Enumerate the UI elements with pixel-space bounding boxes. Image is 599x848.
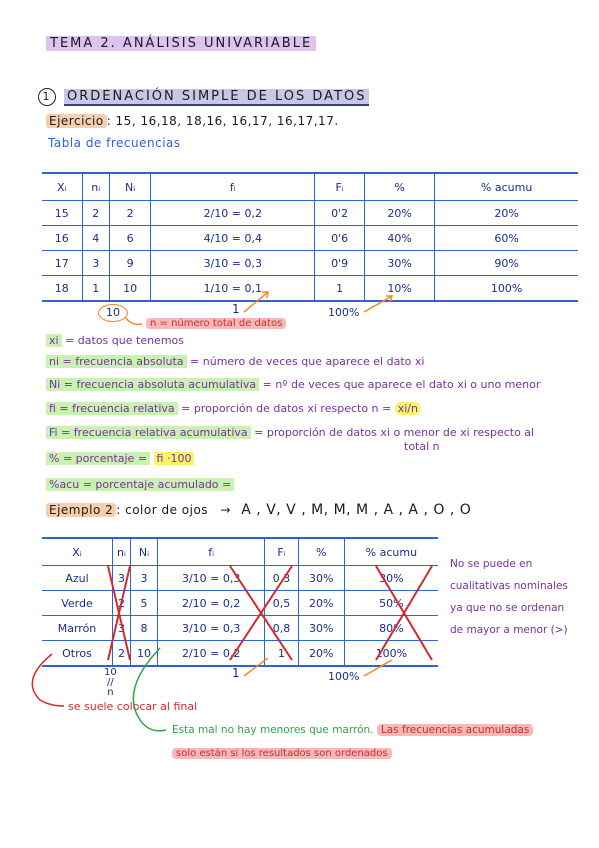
table-cell: 1 bbox=[82, 276, 109, 302]
total-n: 10 bbox=[98, 304, 128, 322]
table-row bbox=[42, 641, 438, 667]
table-cell: 80% bbox=[344, 616, 438, 641]
table-cell: 2 bbox=[113, 641, 131, 667]
total-f: 1 bbox=[232, 302, 240, 316]
header-cell: % acumu bbox=[344, 538, 438, 566]
header-cell: nᵢ bbox=[82, 173, 109, 201]
header-cell: Xᵢ bbox=[42, 173, 82, 201]
table-row bbox=[42, 226, 578, 251]
section-title: ORDENACIÓN SIMPLE DE LOS DATOS bbox=[64, 89, 369, 106]
section-heading bbox=[38, 88, 369, 106]
exercise-label: Ejercicio bbox=[46, 114, 107, 128]
def-fi: fi = frecuencia relativa = proporción de datos xi respecto n = xi/n bbox=[46, 402, 421, 415]
table-cell: 1/10 = 0,1 bbox=[151, 276, 315, 302]
table-cell: 6 bbox=[109, 226, 150, 251]
table-cell: 30% bbox=[344, 566, 438, 591]
table-title: Tabla de frecuencias bbox=[48, 136, 181, 150]
table-cell: 30% bbox=[298, 566, 344, 591]
table-row bbox=[42, 276, 578, 302]
table-cell: 2/10 = 0,2 bbox=[158, 641, 265, 667]
table-cell: 0,5 bbox=[265, 591, 298, 616]
table-cell: 100% bbox=[344, 641, 438, 667]
table-cell: 100% bbox=[435, 276, 578, 302]
page-title: TEMA 2. ANÁLISIS UNIVARIABLE bbox=[46, 36, 316, 51]
table-cell: 0,8 bbox=[265, 616, 298, 641]
def-Ni: Ni = frecuencia absoluta acumulativa = nº de veces que aparece el dato xi o uno menor bbox=[46, 378, 540, 391]
table-cell: 5 bbox=[130, 591, 157, 616]
arrow-n-note bbox=[126, 318, 142, 324]
def-Fi: Fi = frecuencia relativa acumulativa = proporción de datos xi o menor de xi respecto al bbox=[46, 426, 534, 439]
frequency-table bbox=[42, 172, 578, 302]
table-cell: 2 bbox=[109, 201, 150, 226]
table-cell: 3 bbox=[130, 566, 157, 591]
table-row bbox=[42, 251, 578, 276]
table-cell: Verde bbox=[42, 591, 113, 616]
table-cell: 0'9 bbox=[315, 251, 365, 276]
table-row bbox=[42, 566, 438, 591]
section-number: 1 bbox=[38, 88, 56, 106]
header-cell: Nᵢ bbox=[109, 173, 150, 201]
table-cell: 2/10 = 0,2 bbox=[151, 201, 315, 226]
header-cell: Fᵢ bbox=[265, 538, 298, 566]
header-cell: Xᵢ bbox=[42, 538, 113, 566]
def-xi: xi = datos que tenemos bbox=[46, 334, 184, 347]
total2-n: 10 // n bbox=[104, 667, 117, 698]
table-cell: 20% bbox=[364, 201, 434, 226]
note-wrong: Esta mal no hay menores que marrón. Las frecuencias acumuladas bbox=[172, 724, 533, 736]
def-ni: ni = frecuencia absoluta = número de veces que aparece el dato xi bbox=[46, 355, 424, 368]
note-accum: solo están si los resultados son ordenados bbox=[172, 748, 392, 759]
exercise-data: 15, 16,18, 18,16, 16,17, 16,17,17. bbox=[115, 114, 339, 128]
table-cell: 0,3 bbox=[265, 566, 298, 591]
def-pct-acum: %acu = porcentaje acumulado = bbox=[46, 478, 234, 491]
table-cell: 15 bbox=[42, 201, 82, 226]
table-row bbox=[42, 201, 578, 226]
color-table bbox=[42, 537, 438, 667]
table-cell: 10% bbox=[364, 276, 434, 302]
header-cell: nᵢ bbox=[113, 538, 131, 566]
side-note: No se puede en cualitativas nominales ya que no se ordenan de mayor a menor (>) bbox=[450, 558, 568, 636]
table-cell: Otros bbox=[42, 641, 113, 667]
total2-pct: 100% bbox=[328, 670, 360, 683]
table-row bbox=[42, 591, 438, 616]
total-pct: 100% bbox=[328, 306, 360, 319]
table-cell: 1 bbox=[265, 641, 298, 667]
table-cell: 3 bbox=[113, 616, 131, 641]
header-cell: fᵢ bbox=[151, 173, 315, 201]
table-cell: 30% bbox=[298, 616, 344, 641]
header-cell: Fᵢ bbox=[315, 173, 365, 201]
table-cell: 3 bbox=[113, 566, 131, 591]
n-note: n = número total de datos bbox=[146, 318, 286, 329]
table-cell: 20% bbox=[298, 591, 344, 616]
header-cell: Nᵢ bbox=[130, 538, 157, 566]
fi-formula: xi/n bbox=[395, 402, 421, 415]
table-cell: 2/10 = 0,2 bbox=[158, 591, 265, 616]
table-cell: 2 bbox=[82, 201, 109, 226]
def-pct: % = porcentaje = fi ·100 bbox=[46, 452, 194, 465]
table-cell: 17 bbox=[42, 251, 82, 276]
header-cell: fᵢ bbox=[158, 538, 265, 566]
def-Fi-cont: total n bbox=[404, 440, 440, 453]
header-cell: % acumu bbox=[435, 173, 578, 201]
table-cell: Azul bbox=[42, 566, 113, 591]
table-cell: 20% bbox=[435, 201, 578, 226]
table-cell: 9 bbox=[109, 251, 150, 276]
table-cell: 16 bbox=[42, 226, 82, 251]
table-cell: 90% bbox=[435, 251, 578, 276]
table-cell: 18 bbox=[42, 276, 82, 302]
header-cell: % bbox=[298, 538, 344, 566]
table-cell: 10 bbox=[109, 276, 150, 302]
table-cell: 4 bbox=[82, 226, 109, 251]
total2-f: 1 bbox=[232, 666, 240, 680]
note-otros: se suele colocar al final bbox=[68, 700, 198, 713]
table-cell: 3 bbox=[82, 251, 109, 276]
table-cell: 3/10 = 0,3 bbox=[158, 616, 265, 641]
table-cell: 40% bbox=[364, 226, 434, 251]
table-cell: Marrón bbox=[42, 616, 113, 641]
table-cell: 20% bbox=[298, 641, 344, 667]
table-cell: 3/10 = 0,3 bbox=[158, 566, 265, 591]
table-cell: 0'6 bbox=[315, 226, 365, 251]
table-cell: 4/10 = 0,4 bbox=[151, 226, 315, 251]
example2-line: Ejemplo 2 : color de ojos → A , V, V , M, M, M , A , A , O , O bbox=[46, 502, 471, 518]
table-cell: 2 bbox=[113, 591, 131, 616]
table-cell: 3/10 = 0,3 bbox=[151, 251, 315, 276]
header-cell: % bbox=[364, 173, 434, 201]
table-cell: 30% bbox=[364, 251, 434, 276]
table-cell: 10 bbox=[130, 641, 157, 667]
table-cell: 0'2 bbox=[315, 201, 365, 226]
table-cell: 50% bbox=[344, 591, 438, 616]
table-cell: 1 bbox=[315, 276, 365, 302]
exercise-line: Ejercicio : 15, 16,18, 18,16, 16,17, 16,17,17. bbox=[46, 114, 339, 128]
table-cell: 60% bbox=[435, 226, 578, 251]
table-cell: 8 bbox=[130, 616, 157, 641]
table-row bbox=[42, 616, 438, 641]
